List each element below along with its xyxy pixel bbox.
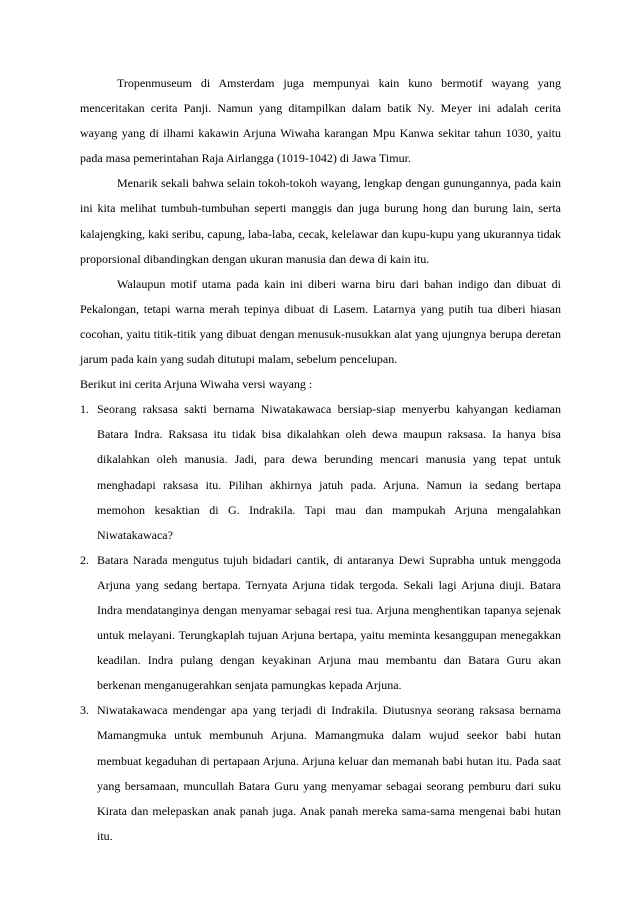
story-item-number: 3. (80, 703, 89, 718)
story-item-text: Seorang raksasa sakti bernama Niwatakawaca bersiap-siap menyerbu kahyangan kediaman Batara Indra. Raksasa itu tidak bisa dikalahkan oleh dewa maupun raksasa. Ia hanya bisa dikalahkan oleh manusia. Jadi, para dewa berunding mencari manusia yang tepat untuk menghadapi raksasa itu. Pilihan akhirnya jatuh pada. Arjuna. Namun ia sedang bertapa memohon kesaktian di G. Indrakila. Tapi mau dan mampukah Arjuna mengalahkan Niwatakawaca? (97, 402, 561, 542)
story-item-number: 2. (80, 552, 89, 567)
paragraph-motif-description: Menarik sekali bahwa selain tokoh-tokoh wayang, lengkap dengan gunungannya, pada kain ini kita melihat tumbuh-tumbuhan seperti manggis dan juga burung hong dan burung lain, serta kalajengking, kaki seribu, capung, laba-laba, cecak, kelelawar dan kupu-kupu yang ukurannya tidak proporsional dibandingkan dengan ukuran manusia dan dewa di kain itu. (80, 176, 561, 266)
story-item-text: Niwatakawaca mendengar apa yang terjadi di Indrakila. Diutusnya seorang raksasa bernama Mamangmuka untuk membunuh Arjuna. Mamangmuka dalam wujud seekor babi hutan membuat kegaduhan di pertapaan Arjuna. Arjuna keluar dan memanah babi hutan itu. Pada saat yang bersamaan, muncullah Batara Guru yang menyamar sebagai seorang pemburu dari suku Kirata dan melepaskan anak panah juga. Anak panah mereka sama-sama mengenai babi hutan itu. (97, 703, 561, 843)
story-intro: Berikut ini cerita Arjuna Wiwaha versi wayang : (80, 377, 313, 392)
story-item-text: Batara Narada mengutus tujuh bidadari cantik, di antaranya Dewi Suprabha untuk menggoda Arjuna yang sedang bertapa. Ternyata Arjuna tidak tergoda. Sekali lagi Arjuna diuji. Batara Indra mendatanginya dengan menyamar sebagai resi tua. Arjuna menghentikan tapanya sejenak untuk melayani. Terungkaplah tujuan Arjuna bertapa, yaitu meminta kesanggupan menegakkan keadilan. Indra pulang dengan keyakinan Arjuna mau membantu dan Batara Guru akan berkenan menganugerahkan senjata pamungkas kepada Arjuna. (97, 552, 561, 693)
story-item (80, 698, 561, 849)
story-item (80, 548, 561, 699)
story-item (80, 397, 561, 548)
story-list (80, 397, 561, 849)
paragraph-tropenmuseum: Tropenmuseum di Amsterdam juga mempunyai kain kuno bermotif wayang yang menceritakan cerita Panji. Namun yang ditampilkan dalam batik Ny. Meyer ini adalah cerita wayang yang di ilhami kakawin Arjuna Wiwaha karangan Mpu Kanwa sekitar tahun 1030, yaitu pada masa pemerintahan Raja Airlangga (1019-1042) di Jawa Timur. (80, 76, 561, 166)
story-item-number: 1. (80, 402, 89, 417)
document-body (80, 71, 561, 849)
paragraph-color-origin: Walaupun motif utama pada kain ini diberi warna biru dari bahan indigo dan dibuat di Pekalongan, tetapi warna merah tepinya dibuat di Lasem. Latarnya yang putih tua diberi hiasan cocohan, yaitu titik-titik yang dibuat dengan menusuk-nusukkan alat yang ujungnya berupa deretan jarum pada kain yang sudah ditutupi malam, sebelum pencelupan. (80, 276, 561, 367)
